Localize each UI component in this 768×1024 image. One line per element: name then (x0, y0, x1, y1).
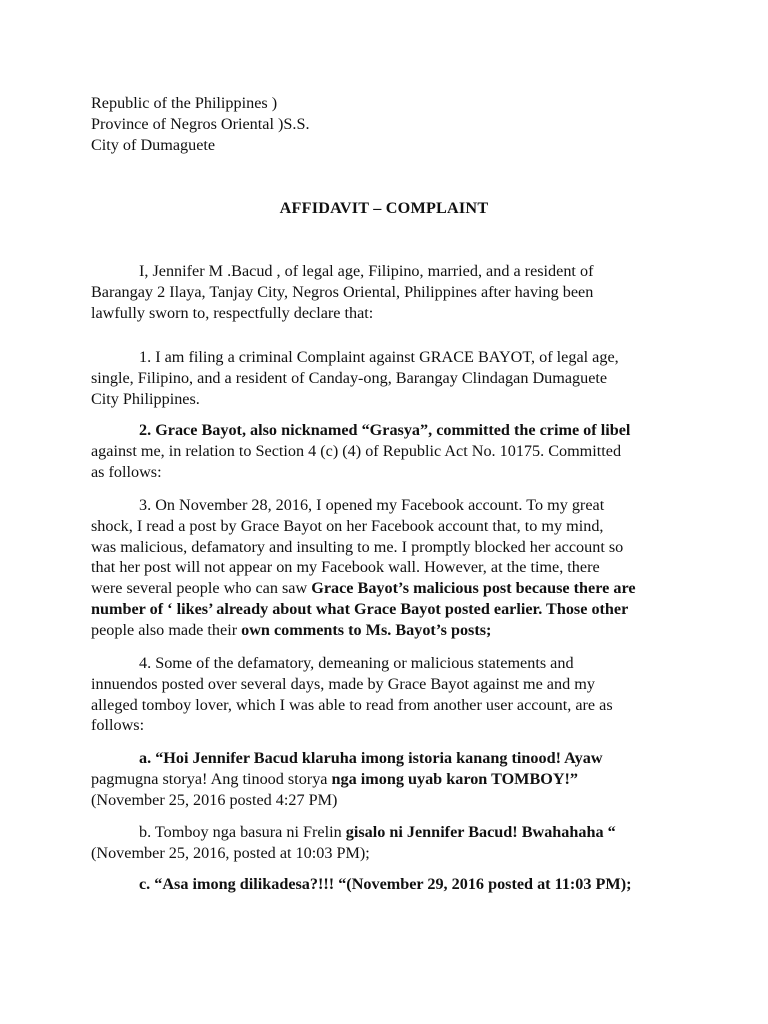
item-2-line-3: as follows: (91, 462, 162, 481)
item-3-line-3: was malicious, defamatory and insulting to me. I promptly blocked her account so (91, 537, 624, 556)
item-2-line-1 (91, 420, 681, 441)
item-a-line-2-plain: pagmugna storya! Ang tinood storya (91, 769, 332, 788)
item-3-line-7-plain: people also made their (91, 620, 242, 639)
item-1-line-3: City Philippines. (91, 389, 200, 408)
item-3-line-7-bold: own comments to Ms. Bayot’s posts; (241, 620, 492, 639)
item-c-bold-text: c. “Asa imong dilikadesa?!!! “(November 29, 2016 posted at 11:03 PM); (139, 875, 632, 893)
item-1-paragraph (91, 347, 681, 409)
item-3-line-2: shock, I read a post by Grace Bayot on her Facebook account that, to my mind, (91, 516, 604, 535)
item-a-line-2-bold: nga imong uyab karon TOMBOY!” (331, 769, 579, 788)
document-caption (91, 93, 310, 155)
item-3-text-1: 3. On November 28, 2016, I opened my Facebook account. To my great (139, 496, 605, 514)
item-1-line-1 (91, 347, 681, 368)
intro-text-1: I, Jennifer M .Bacud , of legal age, Filipino, married, and a resident of (139, 262, 594, 280)
item-3-line-1 (91, 495, 681, 516)
caption-line-republic: Republic of the Philippines ) (91, 94, 278, 112)
item-c-paragraph (91, 874, 681, 895)
item-2-line-2: against me, in relation to Section 4 (c) (4) of Republic Act No. 10175. Committed (91, 441, 622, 460)
item-4-line-3: alleged tomboy lover, which I was able to read from another user account, are as (91, 695, 613, 714)
item-a-line-3: (November 25, 2016 posted 4:27 PM) (91, 790, 338, 809)
item-3-line-6: number of ‘ likes’ already about what Grace Bayot posted earlier. Those other (91, 599, 629, 618)
item-3-line-7 (91, 620, 681, 641)
item-c-line-1 (91, 874, 681, 895)
caption-line-city: City of Dumaguete (91, 135, 216, 154)
item-3-line-5-bold: Grace Bayot’s malicious post because there are (311, 579, 636, 598)
item-b-line-1-plain: b. Tomboy nga basura ni Frelin (139, 823, 346, 841)
item-2-paragraph (91, 420, 681, 482)
document-title: AFFIDAVIT – COMPLAINT (279, 199, 489, 217)
item-3-line-5 (91, 578, 681, 599)
item-a-line-2 (91, 769, 681, 790)
item-3-paragraph (91, 495, 681, 641)
item-b-line-1-bold: gisalo ni Jennifer Bacud! Bwahahaha “ (345, 823, 616, 841)
item-4-line-2: innuendos posted over several days, made by Grace Bayot against me and my (91, 674, 595, 693)
item-b-paragraph (91, 822, 681, 864)
item-4-line-4: follows: (91, 716, 145, 735)
item-3-line-5-plain: were several people who can saw (91, 579, 312, 598)
item-1-line-2: single, Filipino, and a resident of Canday-ong, Barangay Clindagan Dumaguete (91, 368, 608, 387)
item-2-bold-text: 2. Grace Bayot, also nicknamed “Grasya”, committed the crime of libel (139, 421, 631, 439)
item-a-paragraph (91, 748, 681, 810)
item-1-text-1: 1. I am filing a criminal Complaint against GRACE BAYOT, of legal age, (139, 348, 619, 366)
item-4-text-1: 4. Some of the defamatory, demeaning or malicious statements and (139, 654, 574, 672)
intro-line-2: Barangay 2 Ilaya, Tanjay City, Negros Oriental, Philippines after having been (91, 282, 594, 301)
intro-line-3: lawfully sworn to, respectfully declare that: (91, 303, 374, 322)
item-a-line-1 (91, 748, 681, 769)
item-4-line-1 (91, 653, 681, 674)
item-a-bold-text: a. “Hoi Jennifer Bacud klaruha imong istoria kanang tinood! Ayaw (139, 749, 603, 767)
item-3-line-4: that her post will not appear on my Facebook wall. However, at the time, there (91, 558, 600, 577)
item-b-line-2: (November 25, 2016, posted at 10:03 PM); (91, 843, 370, 862)
item-b-line-1 (91, 822, 681, 843)
item-4-paragraph (91, 653, 681, 736)
intro-paragraph (91, 261, 681, 323)
intro-line-1 (91, 261, 681, 282)
caption-line-province: Province of Negros Oriental )S.S. (91, 114, 310, 133)
